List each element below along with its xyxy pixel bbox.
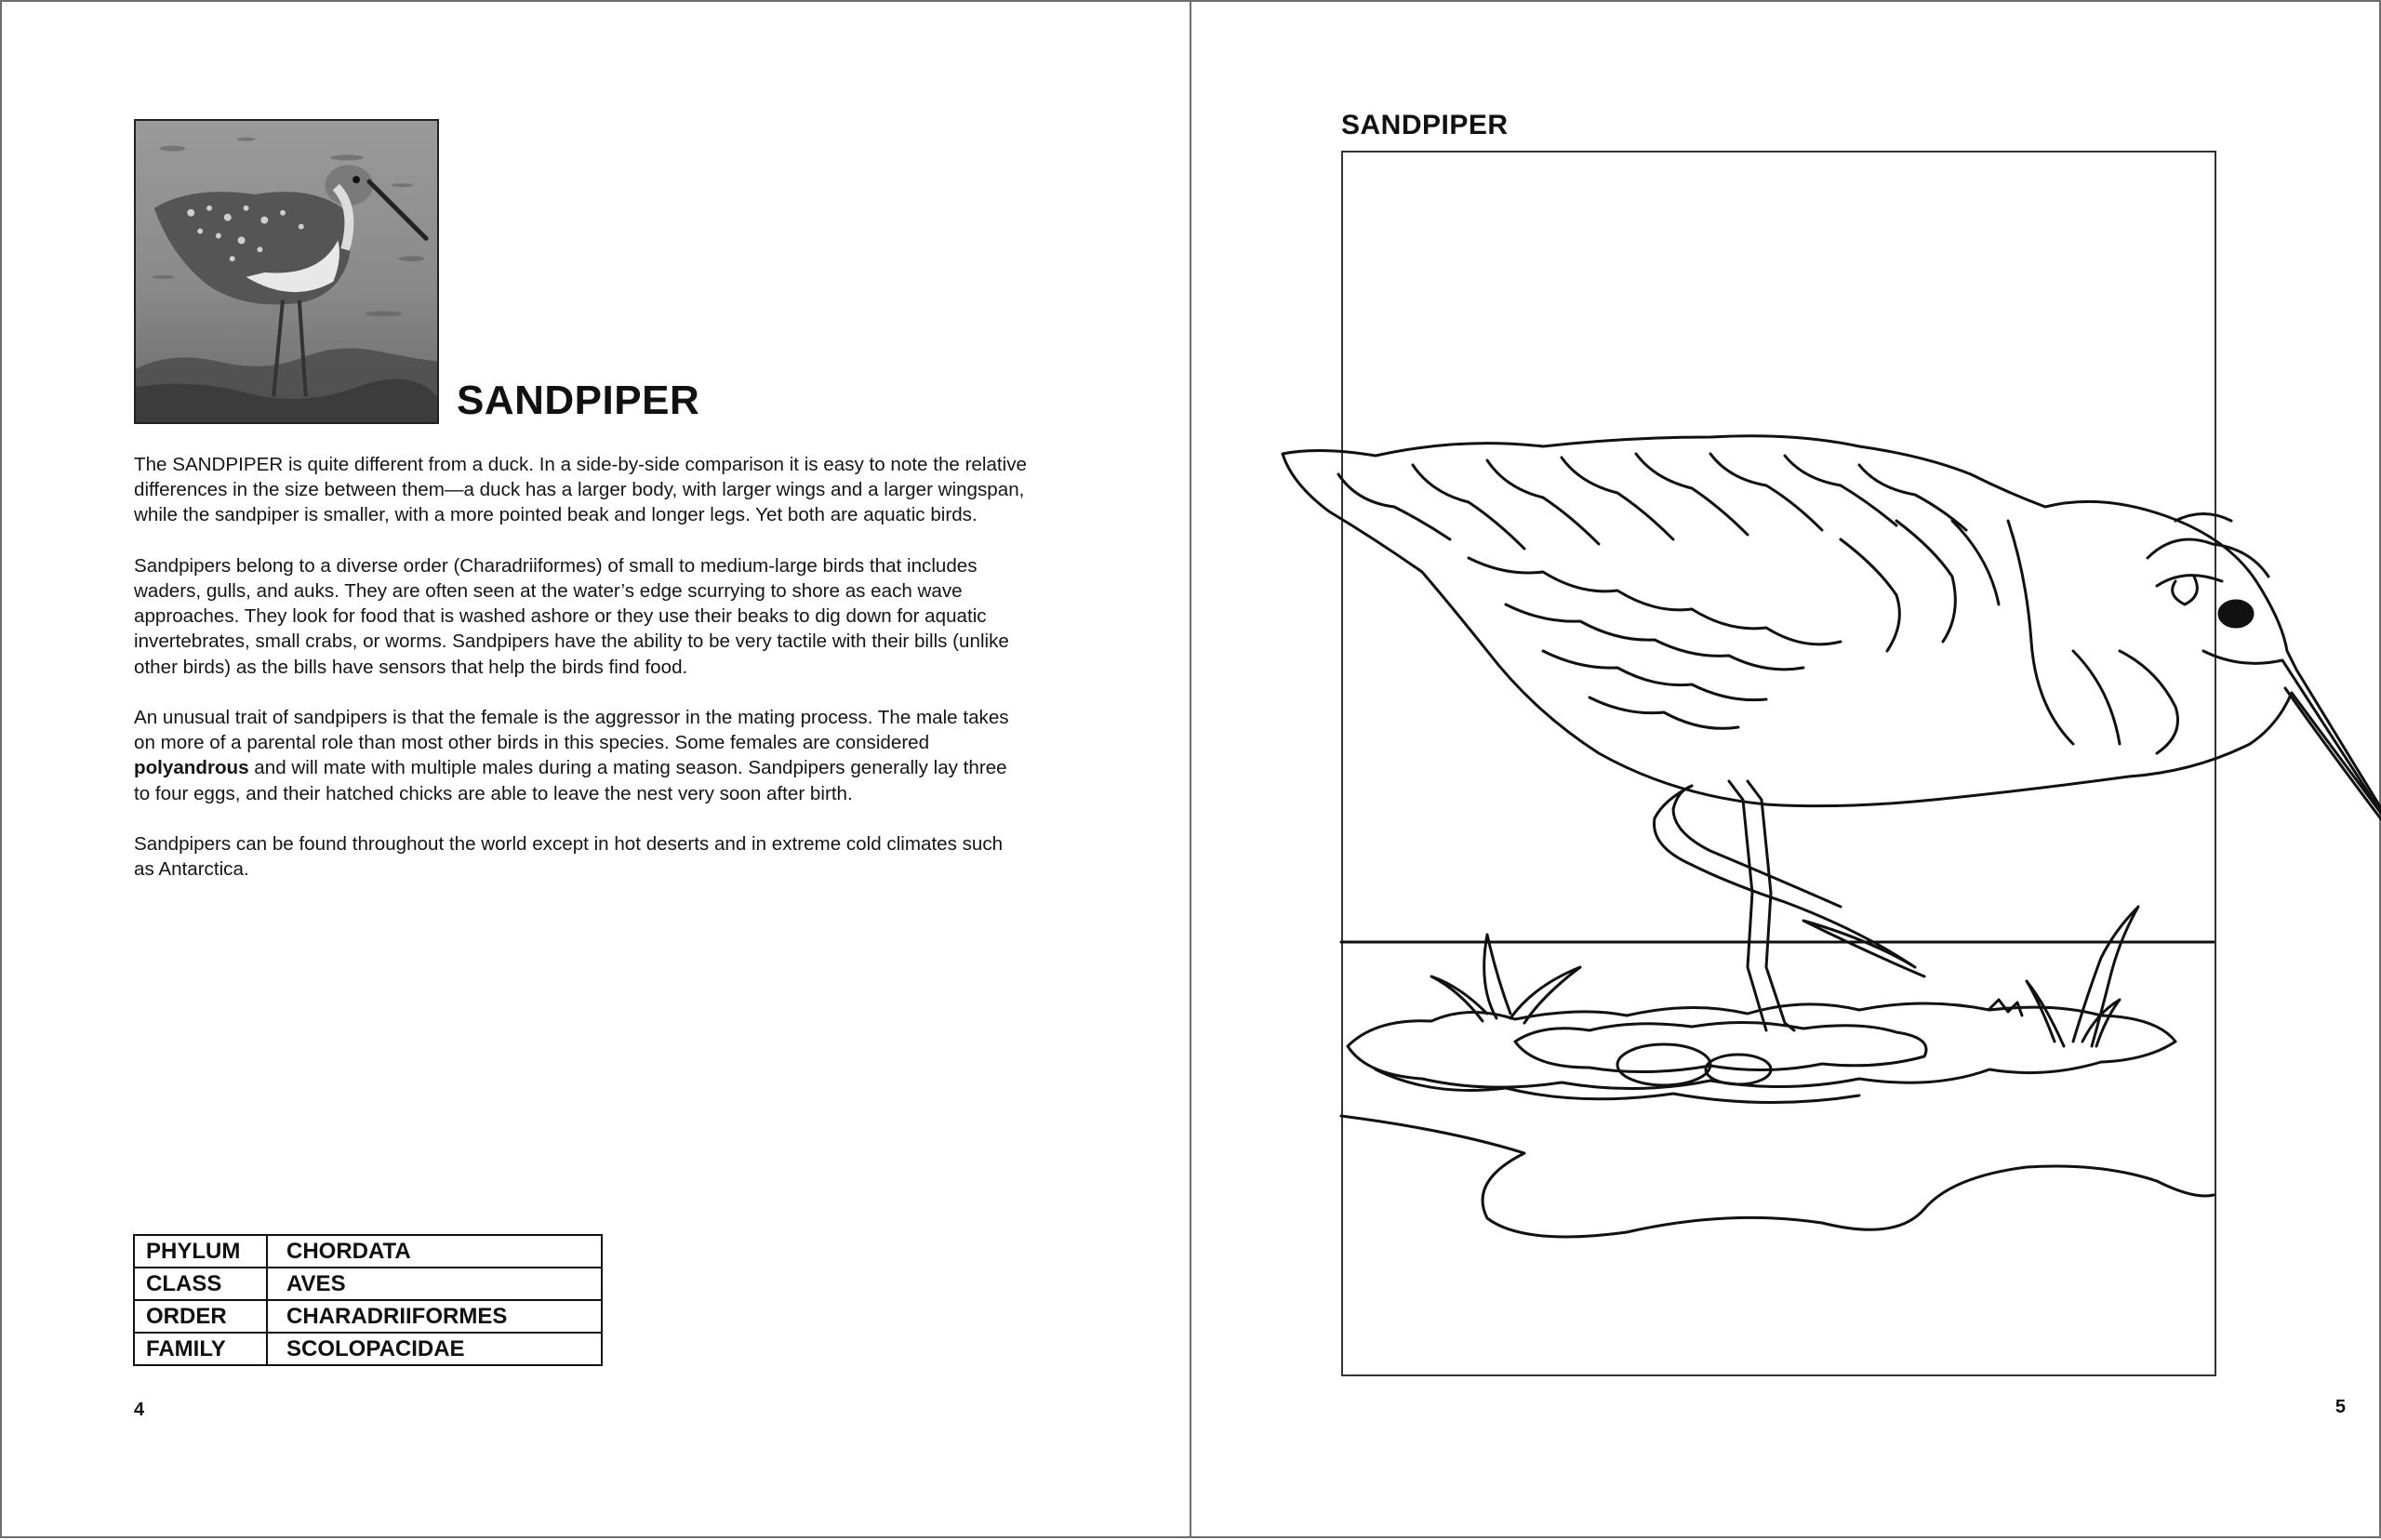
article-body	[134, 452, 1027, 908]
coloring-frame	[1341, 151, 2216, 1376]
page-title: SANDPIPER	[457, 378, 700, 423]
taxonomy-name: CHARADRIIFORMES	[267, 1300, 602, 1333]
taxonomy-name: CHORDATA	[267, 1235, 602, 1268]
paragraph-text: and will mate with multiple males during a mating season. Sandpipers generally lay three to four eggs, and their hatched chicks are able to leave the nest very soon after birth.	[134, 757, 1007, 804]
page-number: 4	[134, 1400, 145, 1420]
taxonomy-rank: ORDER	[134, 1300, 267, 1333]
paragraph: Sandpipers can be found throughout the world except in hot deserts and in extreme cold climates such as Antarctica.	[134, 833, 1004, 881]
taxonomy-rank: PHYLUM	[134, 1235, 267, 1268]
table-row	[134, 1268, 602, 1300]
sandpiper-photo-icon	[134, 119, 439, 424]
taxonomy-rank: FAMILY	[134, 1333, 267, 1365]
table-row	[134, 1235, 602, 1268]
table-row	[134, 1333, 602, 1365]
paragraph	[134, 705, 1027, 806]
bold-term: polyandrous	[134, 757, 249, 779]
table-row	[134, 1300, 602, 1333]
page-number: 5	[2334, 1397, 2346, 1417]
taxonomy-rank: CLASS	[134, 1268, 267, 1300]
coloring-page-title: SANDPIPER	[1341, 110, 1509, 140]
paragraph: Sandpipers belong to a diverse order (Charadriiformes) of small to medium-large birds that includes waders, gulls, and auks. They are often seen at the water’s edge scurrying to shore as each wave approaches. They look for food that is washed ashore or they use their beaks to dig down for aquatic invertebrates, small crabs, or worms. Sandpipers have the ability to be very tactile with their bills (unlike other birds) as the bills have sensors that help the birds find food.	[134, 554, 1009, 678]
paragraph: The SANDPIPER is quite different from a duck. In a side-by-side comparison it is easy to note the relative differences in the size between them—a duck has a larger body, with larger wings and a larger wingspan, while the sandpiper is smaller, with a more pointed beak and longer legs. Yet both are aquatic birds.	[134, 454, 1027, 526]
taxonomy-name: SCOLOPACIDAE	[267, 1333, 602, 1365]
paragraph-text: An unusual trait of sandpipers is that the female is the aggressor in the mating process. The male takes on more of a parental role than most other birds in this species. Some females are considered	[134, 707, 1009, 754]
right-page	[1190, 0, 2381, 1538]
taxonomy-table	[133, 1234, 603, 1366]
left-page	[0, 0, 1191, 1538]
taxonomy-name: AVES	[267, 1268, 602, 1300]
